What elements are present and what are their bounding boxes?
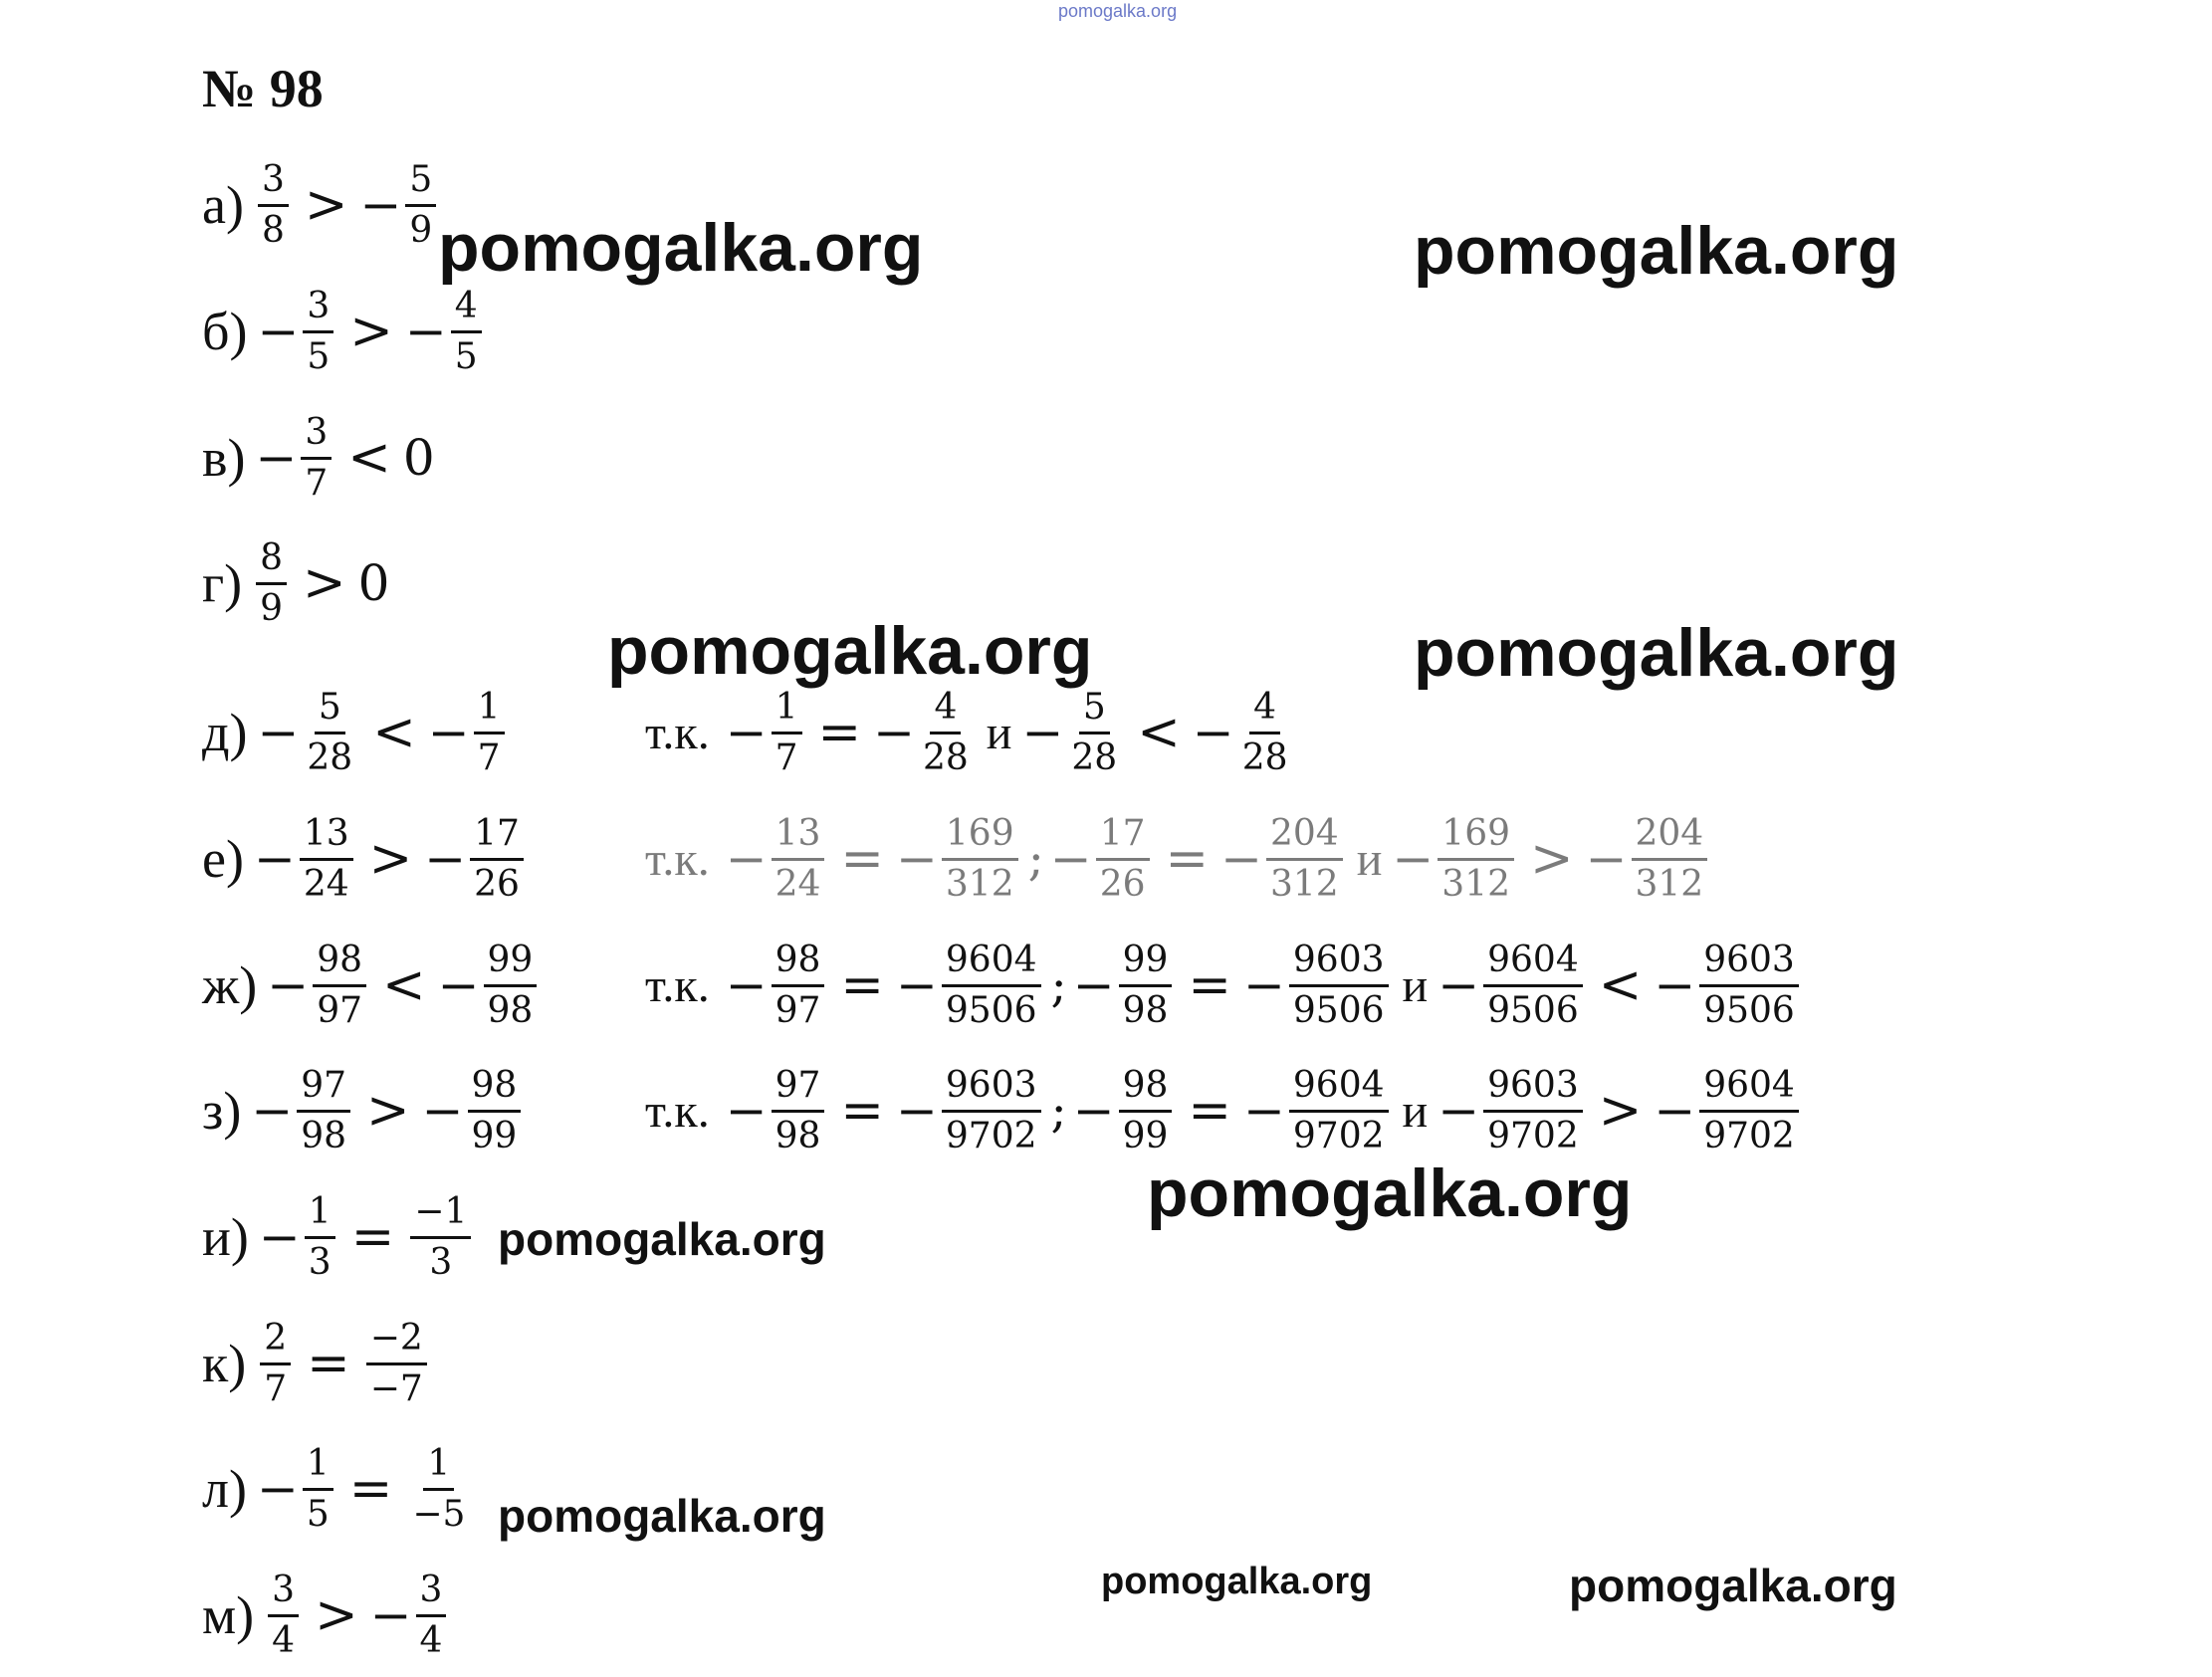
comparison-sign: < [347,428,391,488]
sign: − [267,956,310,1014]
numerator: 4 [1249,688,1280,734]
fraction [772,688,802,777]
fraction [942,814,1018,904]
comparison-sign: > [315,1585,358,1645]
numerator: 99 [1119,941,1173,987]
problem-row-d [202,685,509,780]
comparison-sign: > [1530,829,1574,889]
minus-sign: − [1242,1082,1285,1140]
denominator: 4 [272,1619,296,1661]
fraction [1266,814,1343,904]
fraction [258,160,289,250]
explanation-z [645,1063,1803,1158]
comparison-sign: < [382,955,426,1015]
denominator: 28 [922,736,969,778]
equals-sign: = [1188,1081,1231,1141]
denominator: 26 [474,863,520,905]
fraction [366,1319,427,1408]
problem-row-m [202,1568,450,1663]
numerator: 3 [268,1571,299,1617]
item-label: б) [202,302,248,361]
semicolon: ; [1050,957,1067,1013]
sign: − [257,303,300,360]
problem-row-g [202,535,389,631]
denominator: 312 [945,863,1014,905]
numerator: 9604 [942,941,1041,987]
item-label: г) [202,553,243,613]
comparison-sign: > [366,1081,410,1141]
fraction [919,688,973,777]
denominator: 9506 [945,989,1037,1031]
minus-sign: − [1220,830,1262,888]
denominator: 98 [1122,989,1169,1031]
numerator: 17 [1096,814,1150,861]
semicolon: ; [1027,831,1044,887]
denominator: 99 [471,1115,518,1156]
minus-sign: − [895,956,938,1014]
numerator: 97 [297,1066,350,1113]
fraction [313,941,366,1030]
fraction [1119,1066,1173,1155]
fraction [416,1571,447,1660]
because-label: т.к. [645,1084,710,1138]
fraction [1438,814,1514,904]
numerator: 9603 [1699,941,1799,987]
equals-sign: = [817,703,862,762]
item-label: е) [202,829,244,889]
equals-sign: = [840,829,884,889]
item-label: з) [202,1081,242,1141]
sign: − [257,704,300,761]
problem-row-b [202,284,486,379]
sign: − [369,1586,412,1644]
denominator: 5 [306,1493,330,1535]
watermark: pomogalka.org [1569,1560,1897,1611]
minus-sign: − [1072,956,1115,1014]
denominator: 9506 [1292,989,1385,1031]
numerator: 13 [300,814,353,861]
denominator: 3 [308,1241,332,1283]
denominator: −7 [369,1367,423,1409]
denominator: 98 [301,1115,347,1156]
numerator: −1 [410,1192,471,1239]
item-label: д) [202,703,248,762]
watermark: pomogalka.org [438,210,924,286]
watermark: pomogalka.org [1101,1561,1373,1602]
and-word: и [986,706,1012,759]
numerator: 4 [930,688,961,734]
fraction [772,1066,825,1155]
minus-sign: − [1049,830,1092,888]
watermark: pomogalka.org [1414,615,1899,691]
denominator: 7 [477,736,501,778]
denominator: 9 [409,209,433,251]
sign: − [251,1082,294,1140]
denominator: 9702 [1487,1115,1579,1156]
sign: − [404,303,447,360]
numerator: 169 [1438,814,1514,861]
fraction [1238,688,1292,777]
minus-sign: − [1654,956,1696,1014]
comparison-sign: > [1598,1081,1643,1141]
comparison-sign: = [307,1334,350,1393]
denominator: 98 [487,989,534,1031]
and-word: и [1402,1084,1429,1138]
minus-sign: − [1654,1082,1696,1140]
equals-sign: = [840,1081,884,1141]
numerator: 9603 [1289,941,1389,987]
denominator: 9506 [1487,989,1579,1031]
denominator: 7 [264,1367,288,1409]
numerator: 98 [772,941,825,987]
explanation-d [645,685,1296,780]
fraction [1289,1066,1389,1155]
denominator: 9702 [945,1115,1037,1156]
fraction [260,1319,291,1408]
denominator: −5 [412,1493,466,1535]
item-label: в) [202,428,246,488]
comparison-sign: > [368,829,413,889]
fraction [268,1571,299,1660]
numerator: 3 [258,160,289,207]
denominator: 28 [307,736,353,778]
numerator: 1 [423,1444,454,1491]
denominator: 8 [261,209,285,251]
numerator: 3 [301,413,332,460]
fraction [301,413,332,503]
denominator: 312 [1635,863,1704,905]
minus-sign: − [1438,1082,1480,1140]
sign: − [359,176,402,234]
denominator: 5 [454,335,478,377]
page-title: № 98 [202,59,324,118]
item-label: л) [202,1459,247,1519]
numerator: 13 [772,814,825,861]
fraction [1119,941,1173,1030]
minus-sign: − [725,704,768,761]
numerator: 9604 [1699,1066,1799,1113]
numerator: 97 [772,1066,825,1113]
denominator: 97 [774,989,821,1031]
because-label: т.к. [645,832,710,886]
comparison-sign: < [1598,955,1643,1015]
minus-sign: − [1192,704,1234,761]
minus-sign: − [1392,830,1435,888]
numerator: 9603 [942,1066,1041,1113]
numerator: 5 [405,160,436,207]
denominator: 9702 [1703,1115,1795,1156]
comparison-sign: = [348,1459,393,1519]
minus-sign: − [725,830,768,888]
fraction [484,941,538,1030]
fraction [305,1192,335,1282]
numerator: 3 [416,1571,447,1617]
comparison-sign: = [350,1207,395,1267]
denominator: 24 [303,863,349,905]
problem-row-z [202,1063,525,1158]
numerator: −2 [366,1319,427,1365]
numerator: 1 [772,688,802,734]
comparison-sign: > [349,302,393,361]
numerator: 9604 [1483,941,1583,987]
sign: − [256,1460,299,1518]
sign: − [437,956,480,1014]
fraction [1067,688,1121,777]
watermark: pomogalka.org [498,1490,826,1542]
minus-sign: − [1438,956,1480,1014]
fraction [297,1066,350,1155]
because-label: т.к. [645,706,710,759]
denominator: 26 [1099,863,1146,905]
problem-row-i [202,1189,475,1285]
fraction [303,1444,333,1534]
explanation-zh [645,938,1803,1033]
denominator: 99 [1122,1115,1169,1156]
denominator: 98 [774,1115,821,1156]
sign: − [424,830,467,888]
fraction [303,688,356,777]
sign: − [427,704,470,761]
denominator: 9506 [1703,989,1795,1031]
minus-sign: − [1021,704,1064,761]
equals-sign: = [1165,829,1210,889]
and-word: и [1356,832,1383,886]
comparison-sign: < [1137,703,1181,762]
fraction [772,814,825,904]
denominator: 5 [307,335,331,377]
rhs-value: 0 [402,429,435,487]
denominator: 97 [317,989,363,1031]
minus-sign: − [1242,956,1285,1014]
comparison-sign: > [303,553,346,613]
numerator: 8 [256,538,287,585]
fraction [405,160,436,250]
numerator: 204 [1632,814,1708,861]
denominator: 312 [1441,863,1511,905]
numerator: 5 [1079,688,1110,734]
minus-sign: − [725,956,768,1014]
watermark: pomogalka.org [498,1213,826,1265]
header-watermark: pomogalka.org [1058,1,1178,21]
watermark: pomogalka.org [607,613,1093,689]
fraction [1096,814,1150,904]
numerator: 1 [305,1192,335,1239]
numerator: 3 [303,287,333,333]
denominator: 7 [305,462,329,504]
numerator: 9603 [1483,1066,1583,1113]
fraction [1699,941,1799,1030]
item-label: ж) [202,955,258,1015]
fraction [474,688,505,777]
comparison-sign: < [372,703,416,762]
denominator: 7 [774,736,798,778]
fraction [468,1066,522,1155]
sign: − [253,830,296,888]
fraction [942,941,1041,1030]
denominator: 9702 [1292,1115,1385,1156]
numerator: 169 [942,814,1018,861]
fraction [410,1192,471,1282]
numerator: 98 [1119,1066,1173,1113]
fraction [300,814,353,904]
numerator: 1 [303,1444,333,1491]
numerator: 98 [313,941,366,987]
problem-row-v [202,410,435,506]
numerator: 4 [451,287,482,333]
sign: − [258,1208,301,1266]
item-label: м) [202,1585,255,1645]
fraction [942,1066,1041,1155]
minus-sign: − [895,1082,938,1140]
numerator: 204 [1266,814,1343,861]
numerator: 99 [484,941,538,987]
explanation-e [645,811,1711,907]
fraction [470,814,524,904]
equals-sign: = [840,955,884,1015]
fraction [1483,1066,1583,1155]
numerator: 5 [315,688,345,734]
problem-row-zh [202,938,541,1033]
and-word: и [1402,958,1429,1012]
fraction [256,538,287,628]
problem-row-e [202,811,528,907]
item-label: к) [202,1334,247,1393]
denominator: 28 [1071,736,1118,778]
numerator: 98 [468,1066,522,1113]
fraction [1699,1066,1799,1155]
minus-sign: − [725,1082,768,1140]
problem-row-k [202,1316,431,1411]
fraction [1483,941,1583,1030]
denominator: 312 [1269,863,1339,905]
fraction [451,287,482,376]
numerator: 1 [474,688,505,734]
denominator: 9 [260,587,284,629]
because-label: т.к. [645,958,710,1012]
minus-sign: − [1072,1082,1115,1140]
sign: − [255,429,298,487]
numerator: 2 [260,1319,291,1365]
problem-row-a [202,157,440,253]
minus-sign: − [873,704,915,761]
fraction [1289,941,1389,1030]
sign: − [421,1082,464,1140]
denominator: 4 [419,1619,443,1661]
problem-row-l [202,1441,473,1537]
semicolon: ; [1050,1083,1067,1139]
denominator: 28 [1241,736,1288,778]
rhs-value: 0 [357,554,390,612]
numerator: 9604 [1289,1066,1389,1113]
fraction [1632,814,1708,904]
minus-sign: − [895,830,938,888]
comparison-sign: > [304,175,348,235]
fraction [408,1444,469,1534]
equals-sign: = [1188,955,1231,1015]
fraction [772,941,825,1030]
watermark: pomogalka.org [1147,1155,1633,1231]
denominator: 3 [429,1241,453,1283]
item-label: а) [202,175,244,235]
denominator: 24 [774,863,821,905]
fraction [303,287,333,376]
numerator: 17 [470,814,524,861]
minus-sign: − [1585,830,1628,888]
watermark: pomogalka.org [1414,213,1899,289]
item-label: и) [202,1207,249,1267]
